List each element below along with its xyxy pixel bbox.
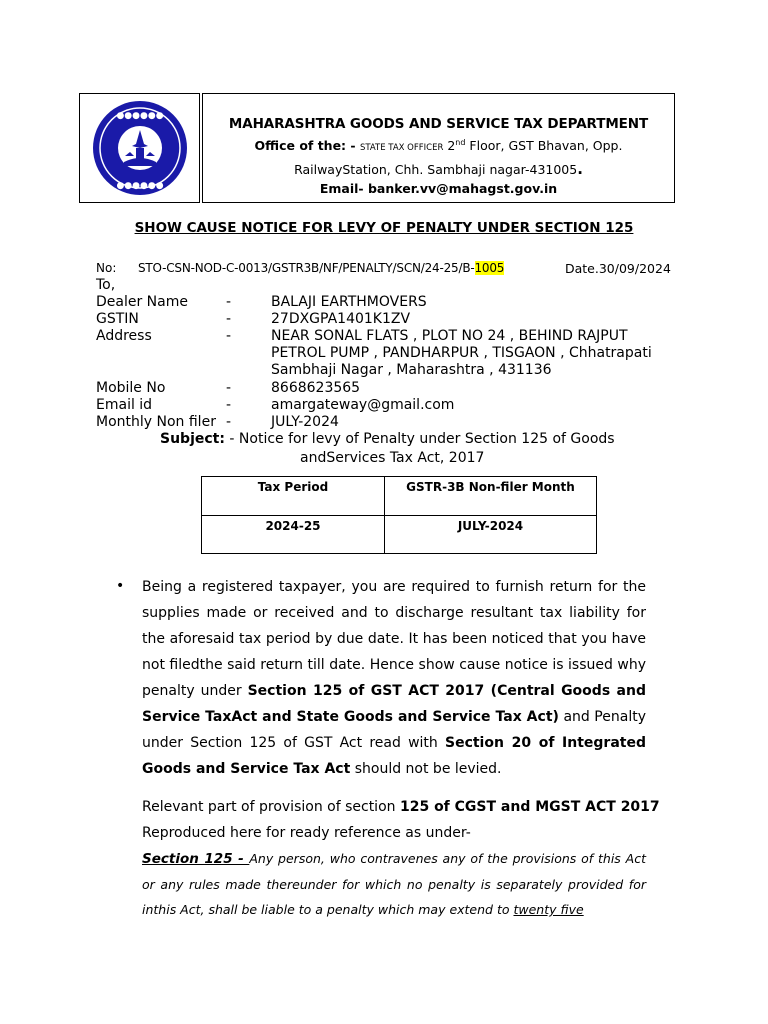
- to-label: To,: [96, 277, 116, 293]
- field-label: Address: [96, 328, 152, 344]
- p1-text-a: Being a registered taxpayer, you are required to furnish return for the supplies made or received and to discharge resultant tax liability for the aforesaid tax period by due date. It has been noticed that you have not filedthe said return till date. Hence show cause notice is issued why penalty under: [142, 579, 646, 699]
- bullet-icon: •: [116, 578, 125, 594]
- office-small: STATE TAX OFFICER: [359, 143, 444, 154]
- letterhead: [79, 93, 675, 205]
- body-paragraph-1: [142, 574, 646, 782]
- body-paragraph-2: [142, 794, 672, 846]
- ref-no-value: [138, 261, 504, 275]
- department-heading: [202, 93, 675, 203]
- section-heading: Section 125 -: [142, 851, 250, 867]
- ref-no-highlight: 1005: [474, 261, 505, 275]
- section-125-quote: [142, 846, 646, 922]
- field-dash: -: [226, 328, 232, 344]
- logo-cell: [79, 93, 200, 203]
- p1-text-e: should not be levied.: [350, 761, 502, 777]
- svg-text:●●●●●●: ●●●●●●: [116, 111, 164, 121]
- field-value: 8668623565: [271, 380, 361, 396]
- department-email: Email- banker.vv@mahagst.gov.in: [319, 181, 558, 197]
- table-cell: 2024-25: [202, 516, 385, 554]
- address-dot: .: [577, 160, 583, 179]
- tax-period-table: [201, 476, 597, 554]
- department-name: MAHARASHTRA GOODS AND SERVICE TAX DEPARTMENT: [228, 116, 649, 132]
- section-text: Any person, who contravenes any of the provisions of this Act or any rules made thereunder for which no penalty is separately provided for inthis Act, shall be liable to a penalty which may extend to: [142, 851, 646, 917]
- field-dash: -: [226, 311, 232, 327]
- field-dash: -: [226, 397, 232, 413]
- field-value: JULY-2024: [271, 414, 339, 430]
- table-header-cell: GSTR-3B Non-filer Month: [385, 477, 597, 516]
- field-label: Monthly Non filer: [96, 414, 216, 430]
- p1-text-c: and Penalty under Section 125 of GST Act read with: [142, 709, 646, 751]
- field-value: amargateway@gmail.com: [271, 397, 455, 413]
- table-row: [202, 516, 597, 554]
- table-header-cell: Tax Period: [202, 477, 385, 516]
- office-floor: 2: [443, 138, 456, 154]
- svg-text:●●●●●●: ●●●●●●: [116, 181, 164, 191]
- table-header-row: [202, 477, 597, 516]
- notice-title: SHOW CAUSE NOTICE FOR LEVY OF PENALTY UNDER SECTION 125: [134, 220, 634, 236]
- field-label: GSTIN: [96, 311, 139, 327]
- field-label: Email id: [96, 397, 153, 413]
- section-underlined: twenty five: [513, 902, 584, 917]
- address-text: RailwayStation, Chh. Sambhaji nagar-431005: [294, 162, 578, 178]
- field-value: 27DXGPA1401K1ZV: [271, 311, 411, 327]
- p1-bold-d: Section 20 of Integrated Goods and Service Tax Act: [142, 735, 646, 777]
- subject-line-2: andServices Tax Act, 2017: [300, 450, 485, 466]
- subject-line: [160, 431, 615, 447]
- notice-date: Date.30/09/2024: [565, 261, 671, 276]
- office-line: [203, 138, 674, 153]
- government-seal-logo: [80, 94, 199, 202]
- p1-bold-b: Section 125 of GST ACT 2017 (Central Goods and Service TaxAct and State Goods and Service Tax Act): [142, 683, 646, 725]
- field-dash: -: [226, 414, 232, 430]
- p2-text-c: Reproduced here for ready reference as under-: [142, 825, 471, 841]
- p2-bold-b: 125 of CGST and MGST ACT 2017: [399, 799, 660, 815]
- office-floor-sup: nd: [455, 138, 466, 147]
- office-prefix: Office of the: -: [254, 138, 360, 154]
- field-value: NEAR SONAL FLATS , PLOT NO 24 , BEHIND RAJPUT PETROL PUMP , PANDHARPUR , TISGAON , Chhatrapati Sambhaji Nagar , Maharashtra , 431136: [271, 328, 652, 378]
- ref-no-label: No:: [96, 261, 117, 275]
- field-dash: -: [226, 294, 232, 310]
- p2-text-a: Relevant part of provision of section: [142, 799, 400, 815]
- subject-label: Subject:: [160, 431, 225, 447]
- field-dash: -: [226, 380, 232, 396]
- ref-no-text: STO-CSN-NOD-C-0013/GSTR3B/NF/PENALTY/SCN/24-25/B-: [138, 261, 475, 275]
- field-label: Mobile No: [96, 380, 166, 396]
- field-value: BALAJI EARTHMOVERS: [271, 294, 427, 310]
- table-cell: JULY-2024: [385, 516, 597, 554]
- field-label: Dealer Name: [96, 294, 188, 310]
- address-line: [203, 160, 674, 178]
- office-suffix: Floor, GST Bhavan, Opp.: [465, 138, 623, 154]
- subject-text: - Notice for levy of Penalty under Section 125 of Goods: [224, 431, 615, 447]
